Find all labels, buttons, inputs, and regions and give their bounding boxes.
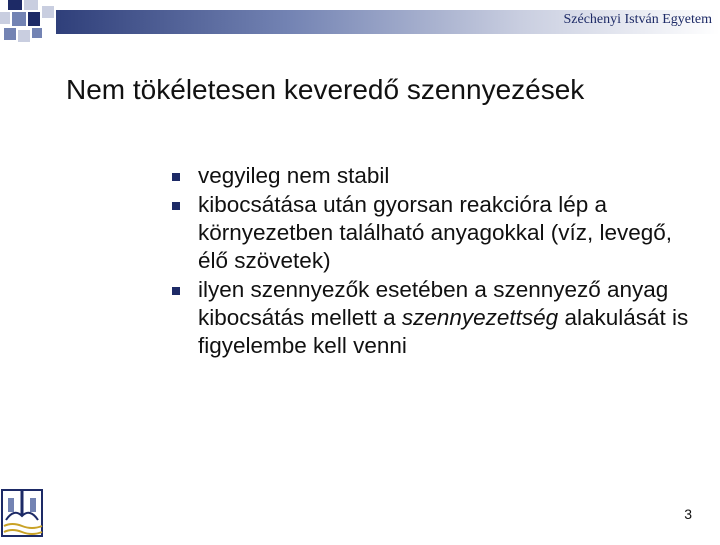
university-logo-icon	[0, 486, 46, 540]
bullet-item	[170, 191, 690, 275]
university-name: Széchenyi István Egyetem	[563, 12, 712, 27]
bullet-text-part: alakulását is figyelembe kell venni	[198, 305, 689, 358]
bullet-text: kibocsátása után gyorsan reakcióra lép a környezetben található anyagokkal (víz, levegő, élő szövetek)	[198, 192, 673, 273]
square-bullet-icon	[172, 202, 180, 210]
slide-title: Nem tökéletesen keveredő szennyezések	[66, 74, 585, 105]
square-bullet-icon	[172, 287, 180, 295]
bullet-item	[170, 276, 690, 360]
page-number: 3	[684, 506, 692, 522]
bullet-text-part: ilyen szennyezők esetében a szennyező anyag kibocsátás mellett a	[198, 277, 669, 330]
bullet-text	[198, 276, 690, 360]
bullet-list	[170, 162, 690, 361]
bullet-text-emphasis: szennyezettség	[401, 305, 559, 330]
bullet-text: vegyileg nem stabil	[198, 163, 390, 188]
square-bullet-icon	[172, 173, 180, 181]
bullet-item	[170, 162, 690, 190]
